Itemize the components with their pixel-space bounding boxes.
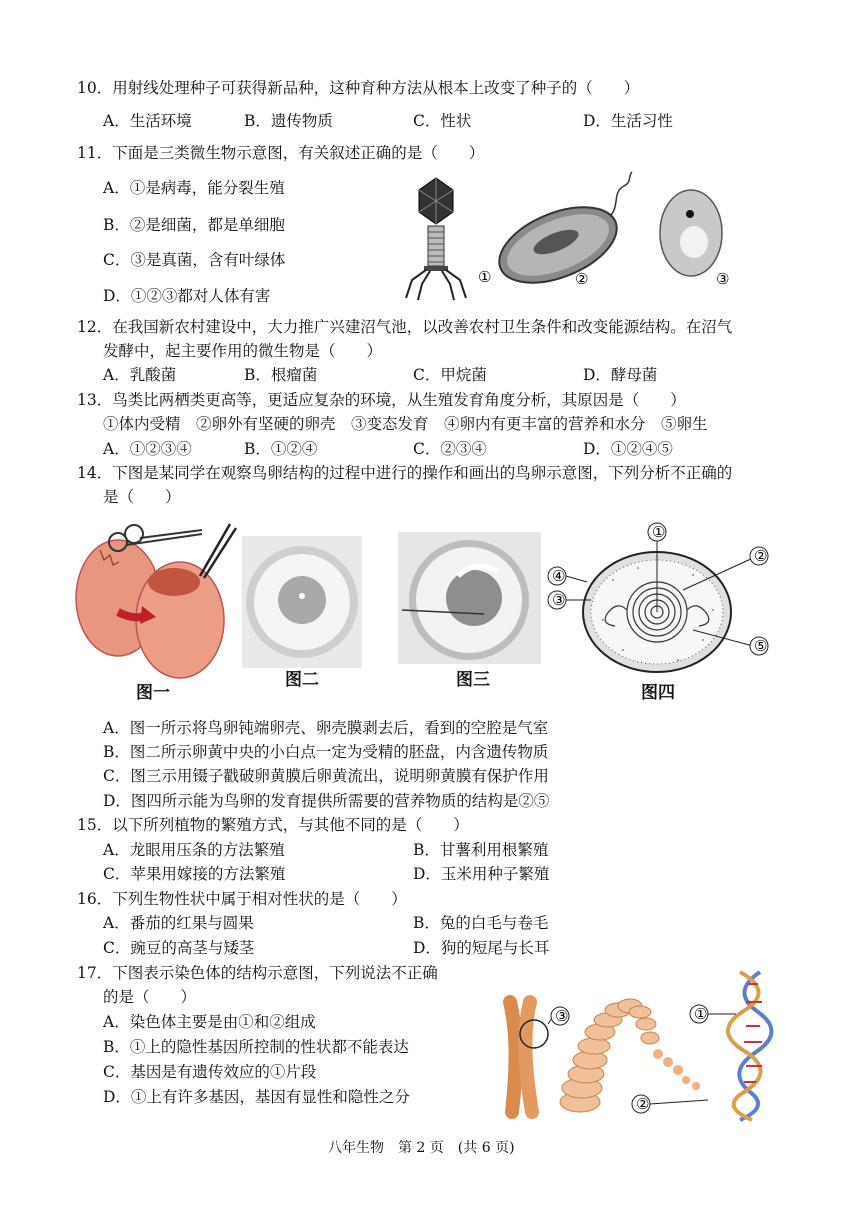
fig-caption-1: 图一 (136, 683, 170, 703)
q10-stem: 10．用射线处理种子可获得新品种，这种育种方法从根本上改变了种子的（ ） (77, 79, 640, 97)
page-footer: 八年生物 第 2 页 (共 6 页) (328, 1140, 515, 1156)
fig-caption-3: 图三 (456, 670, 490, 690)
chromosome-illustration (510, 1002, 532, 1112)
fig-label-3: ③ (716, 270, 730, 288)
fig-label-1: ① (478, 268, 492, 286)
fig-caption-4: 图四 (641, 683, 675, 703)
q16-option-b: B．兔的白毛与卷毛 (413, 914, 549, 932)
q15-option-b: B．甘薯利用根繁殖 (413, 841, 549, 859)
q15-option-d: D．玉米用种子繁殖 (413, 865, 550, 883)
q11-option-b: B．②是细菌，都是单细胞 (103, 216, 285, 234)
q14-option-c: C．图三示用镊子戳破卵黄膜后卵黄流出，说明卵黄膜有保护作用 (103, 767, 549, 785)
q17-stem-line2: 的是（ ） (103, 988, 197, 1006)
q14-stem-line1: 14．下图是某同学在观察鸟卵结构的过程中进行的操作和画出的鸟卵示意图，下列分析不正确的 (77, 464, 733, 482)
q17-option-d: D．①上有许多基因，基因有显性和隐性之分 (103, 1088, 410, 1106)
dna-helix-illustration (728, 972, 772, 1120)
q12-option-c: C．甲烷菌 (413, 366, 487, 384)
q15-option-a: A．龙眼用压条的方法繁殖 (103, 841, 285, 859)
egg-figure-1 (70, 520, 240, 680)
q11-stem: 11．下面是三类微生物示意图，有关叙述正确的是（ ） (77, 144, 485, 162)
q15-option-c: C．苹果用嫁接的方法繁殖 (103, 865, 286, 883)
q17-option-a: A．染色体主要是由①和②组成 (103, 1013, 316, 1031)
q12-option-b: B．根瘤菌 (244, 366, 318, 384)
q10-option-c: C．性状 (413, 112, 472, 130)
chromosome-figure (490, 962, 790, 1122)
q13-option-d: D．①②④⑤ (583, 440, 673, 458)
microbe-figure (398, 170, 743, 305)
q11-option-d: D．①②③都对人体有害 (103, 287, 271, 305)
q16-option-d: D．狗的短尾与长耳 (413, 939, 550, 957)
q16-stem: 16．下列生物性状中属于相对性状的是（ ） (77, 890, 407, 908)
q10-option-a: A．生活环境 (103, 112, 192, 130)
q16-option-a: A．番茄的红果与圆果 (103, 914, 254, 932)
chromosome-label-2: ② (636, 1095, 650, 1113)
q12-stem-line2: 发酵中，起主要作用的微生物是（ ） (103, 342, 383, 360)
q12-stem-line1: 12．在我国新农村建设中，大力推广兴建沼气池，以改善农村卫生条件和改变能源结构。在沼气 (77, 318, 733, 336)
fig4-label-3: ③ (552, 591, 566, 609)
fig4-label-1: ① (652, 523, 666, 541)
egg-figure-3 (398, 532, 541, 664)
q17-stem-line1: 17．下图表示染色体的结构示意图，下列说法不正确 (77, 964, 438, 982)
q13-stem: 13．鸟类比两栖类更高等，更适应复杂的环境，从生殖发育角度分析，其原因是（ ） (77, 391, 686, 409)
q13-items: ①体内受精 ②卵外有坚硬的卵壳 ③变态发育 ④卵内有更丰富的营养和水分 ⑤卵生 (103, 415, 708, 433)
q11-option-c: C．③是真菌，含有叶绿体 (103, 251, 286, 269)
chromosome-label-1: ① (694, 1005, 708, 1023)
q13-option-a: A．①②③④ (103, 440, 192, 458)
q16-option-c: C．豌豆的高茎与矮茎 (103, 939, 255, 957)
q14-option-a: A．图一所示将鸟卵钝端卵壳、卵壳膜剥去后，看到的空腔是气室 (103, 719, 549, 737)
q12-option-a: A．乳酸菌 (103, 366, 177, 384)
q17-option-c: C．基因是有遗传效应的①片段 (103, 1063, 317, 1081)
egg-figure-4 (543, 520, 773, 690)
egg-figure-2 (242, 536, 362, 668)
q17-option-b: B．①上的隐性基因所控制的性状都不能表达 (103, 1038, 409, 1056)
q10-option-d: D．生活习性 (583, 112, 673, 130)
yeast-illustration (660, 190, 722, 276)
q10-option-b: B．遗传物质 (244, 112, 333, 130)
fig-caption-2: 图二 (285, 670, 319, 690)
virus-illustration (406, 178, 466, 300)
q15-stem: 15．以下所列植物的繁殖方式，与其他不同的是（ ） (77, 816, 469, 834)
q12-option-d: D．酵母菌 (583, 366, 658, 384)
q14-option-d: D．图四所示能为鸟卵的发育提供所需要的营养物质的结构是②⑤ (103, 792, 550, 810)
fig-label-2: ② (575, 270, 589, 288)
q14-option-b: B．图二所示卵黄中央的小白点一定为受精的胚盘，内含遗传物质 (103, 743, 549, 761)
fig4-label-2: ② (754, 547, 768, 565)
q13-option-b: B．①②④ (244, 440, 318, 458)
q13-option-c: C．②③④ (413, 440, 487, 458)
bacterium-illustration (489, 172, 632, 298)
q14-stem-line2: 是（ ） (103, 488, 181, 506)
q11-option-a: A．①是病毒，能分裂生殖 (103, 179, 285, 197)
chromosome-label-3: ③ (555, 1007, 569, 1025)
fig4-label-4: ④ (552, 567, 566, 585)
fig4-label-5: ⑤ (754, 637, 768, 655)
